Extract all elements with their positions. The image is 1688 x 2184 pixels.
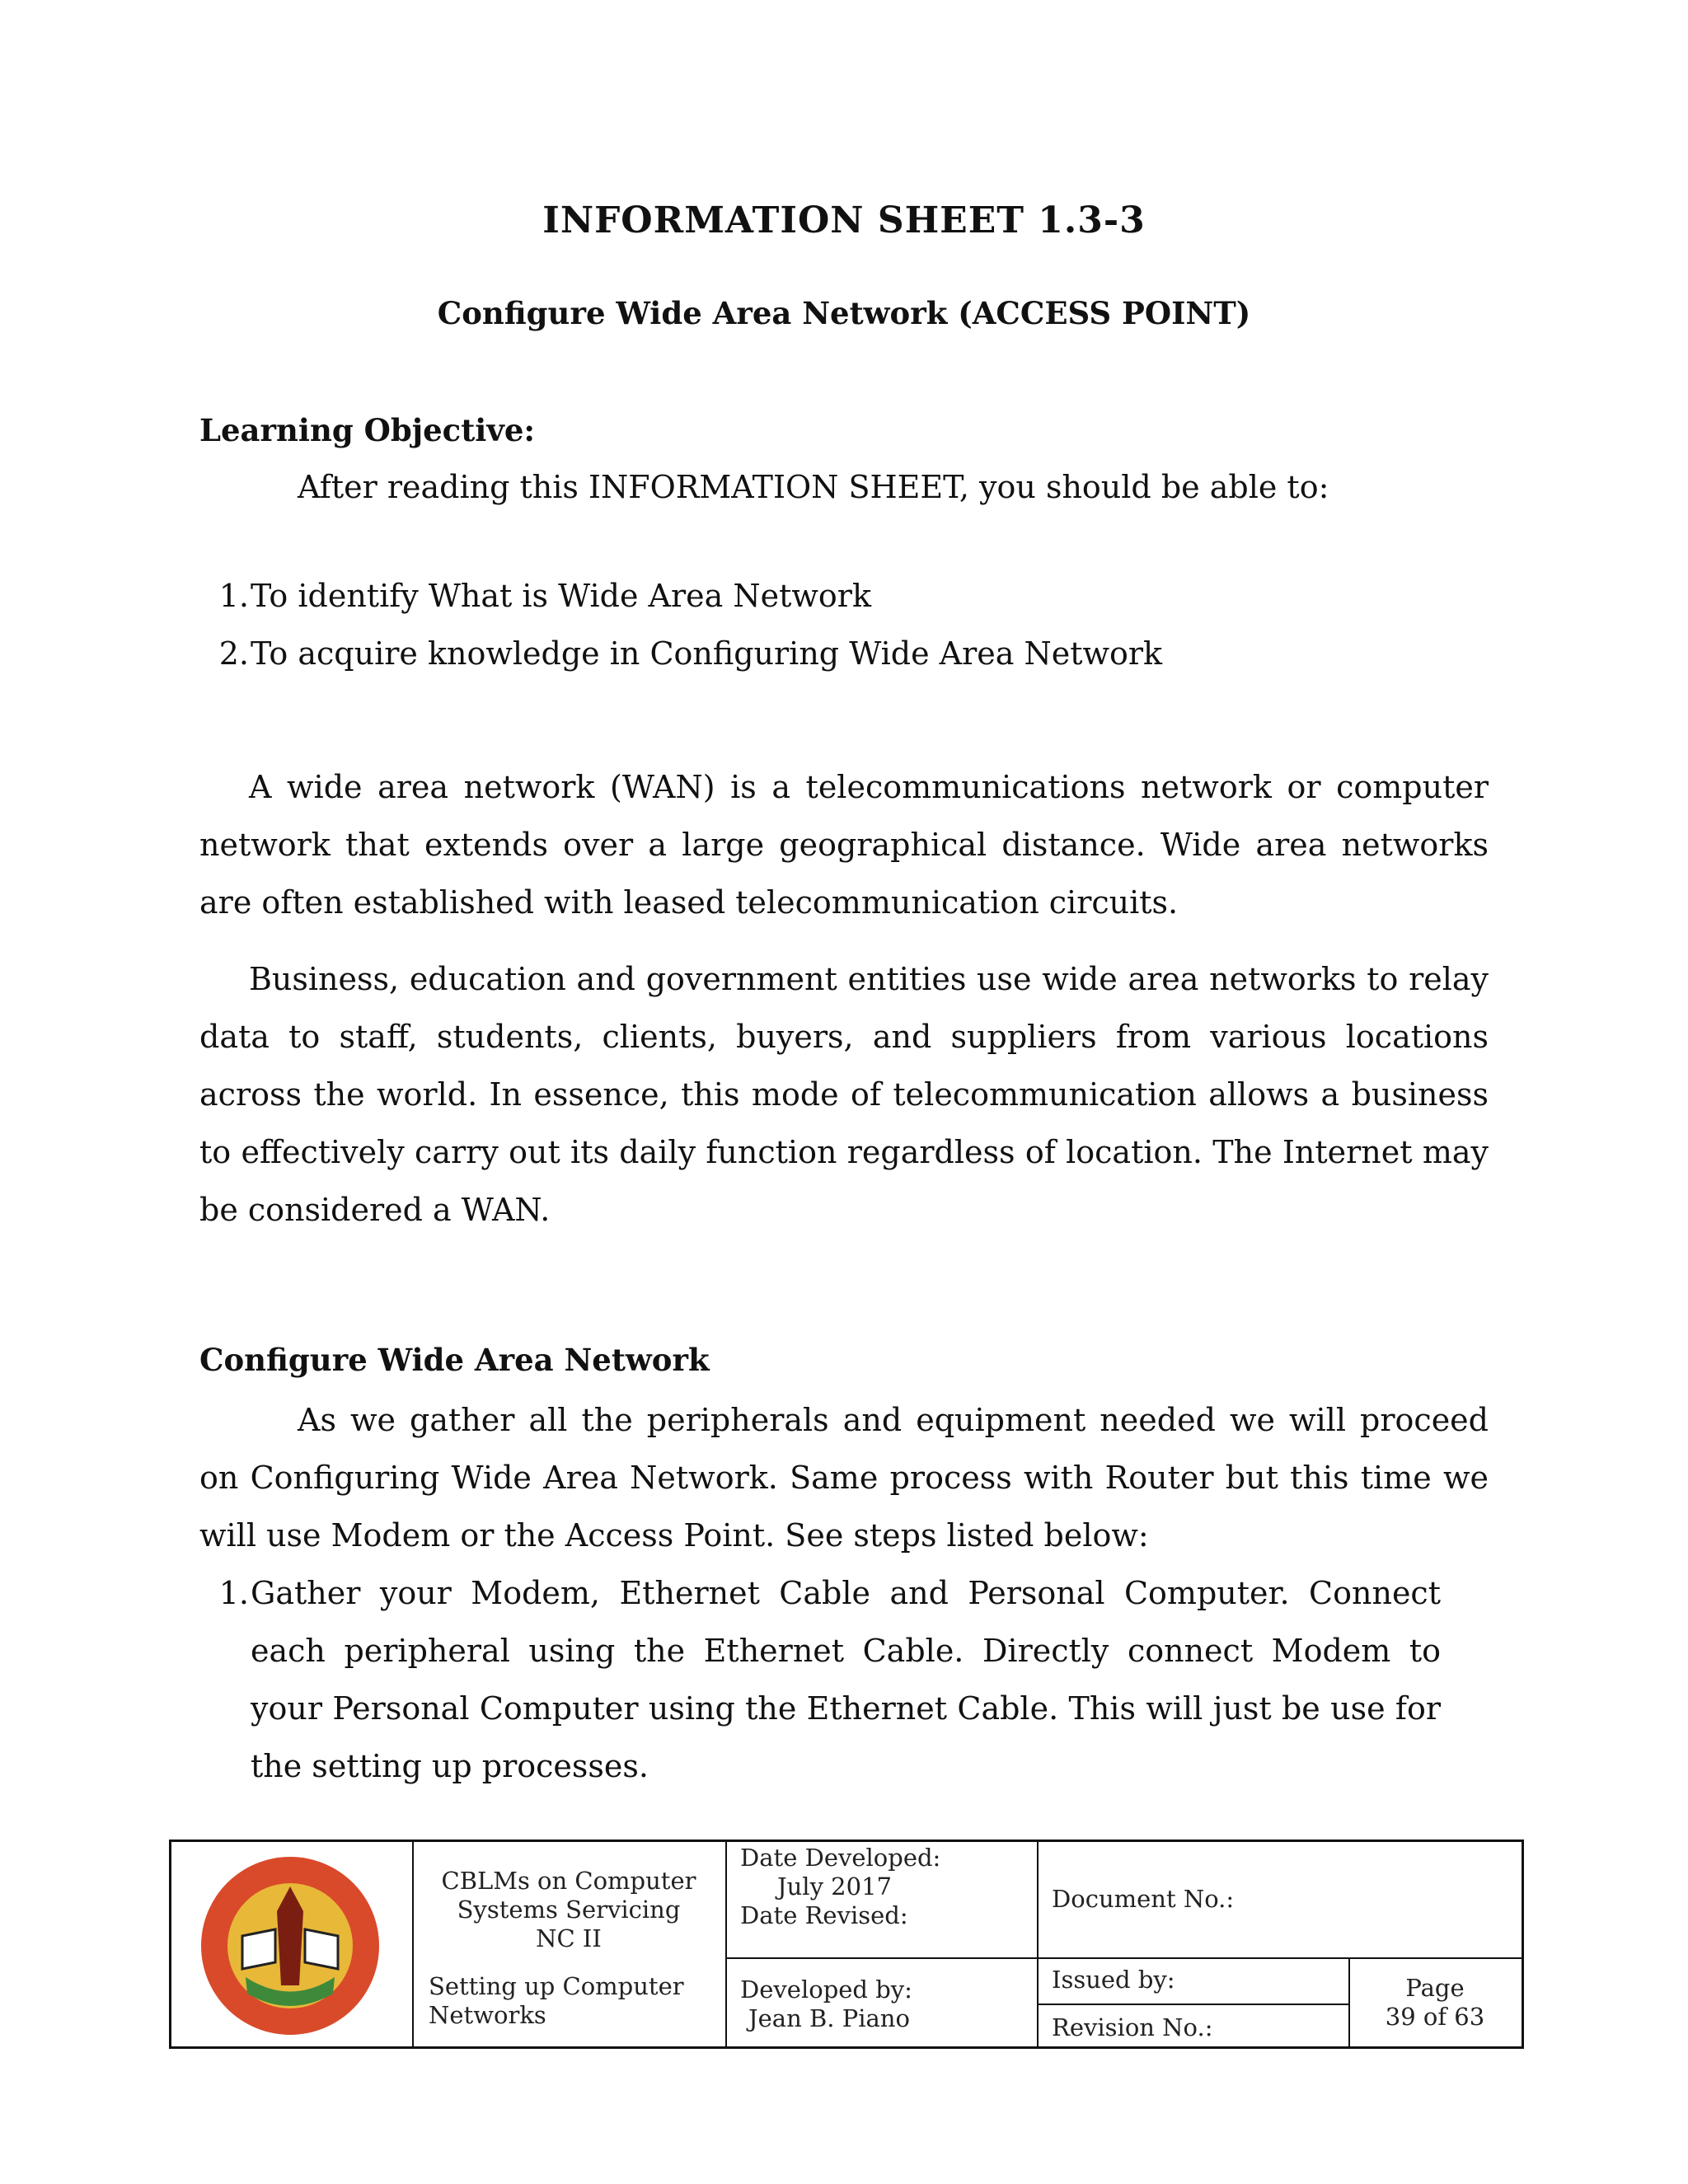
objective-intro: After reading this INFORMATION SHEET, you should be able to: — [298, 469, 1329, 505]
list-number: 1. — [218, 1575, 249, 1611]
wan-definition-paragraph: A wide area network (WAN) is a telecommunications network or computer network that extends over a large geographical distance. Wide area networks are often established with leased telecommunication circuits. — [199, 769, 1489, 921]
wan-usage-paragraph: Business, education and government entities use wide area networks to relay data to staff, students, clients, buyers, and suppliers from various locations across the world. In essence, this mode of telecommunication allows a business to effectively carry out its daily function regardless of location. The Internet may be considered a WAN. — [199, 961, 1489, 1228]
configure-intro-paragraph: As we gather all the peripherals and equipment needed we will proceed on Configuring Wide Area Network. Same process with Router but this time we will use Modem or the Access Point. See steps listed below: — [199, 1402, 1489, 1554]
lesson-title-line-2: Networks — [429, 2001, 546, 2029]
school-logo — [195, 1854, 386, 2038]
page-label: Page — [1405, 1974, 1465, 2002]
date-developed-label: Date Developed: — [740, 1844, 941, 1872]
module-title-line-1: CBLMs on Computer — [441, 1867, 696, 1895]
document-footer-table — [169, 1840, 1524, 2049]
date-revised-label: Date Revised: — [740, 1901, 908, 1929]
module-title-line-2: Systems Servicing — [457, 1896, 681, 1924]
lesson-title-line-1: Setting up Computer — [429, 1972, 684, 2000]
module-title-line-3: NC II — [536, 1924, 602, 1952]
page-title: INFORMATION SHEET 1.3-3 — [542, 199, 1146, 241]
developed-by-value: Jean B. Piano — [748, 2004, 910, 2032]
list-text: Gather your Modem, Ethernet Cable and Personal Computer. Connect each peripheral using the Ethernet Cable. Directly connect Modem to your Personal Computer using the Ethernet Cable. This will just be use for the setting up processes. — [251, 1575, 1441, 1784]
list-number: 1. — [218, 578, 249, 614]
revision-no-label: Revision No.: — [1052, 2013, 1213, 2041]
list-text: To identify What is Wide Area Network — [251, 578, 871, 614]
page-number: 39 of 63 — [1385, 2003, 1485, 2031]
configure-step-1 — [199, 1564, 1489, 1795]
objective-item-1 — [199, 567, 1485, 625]
objective-item-2 — [199, 625, 1485, 682]
list-number: 2. — [218, 635, 249, 672]
issued-by-label: Issued by: — [1052, 1966, 1175, 1994]
developed-by-label: Developed by: — [740, 1975, 912, 2004]
learning-objective-heading: Learning Objective: — [199, 412, 536, 448]
date-developed-value: July 2017 — [777, 1872, 892, 1900]
list-text: To acquire knowledge in Configuring Wide Area Network — [251, 635, 1163, 672]
document-no-label: Document No.: — [1052, 1885, 1235, 1913]
configure-wan-heading: Configure Wide Area Network — [199, 1342, 710, 1378]
page-subtitle: Configure Wide Area Network (ACCESS POINT) — [437, 295, 1251, 331]
